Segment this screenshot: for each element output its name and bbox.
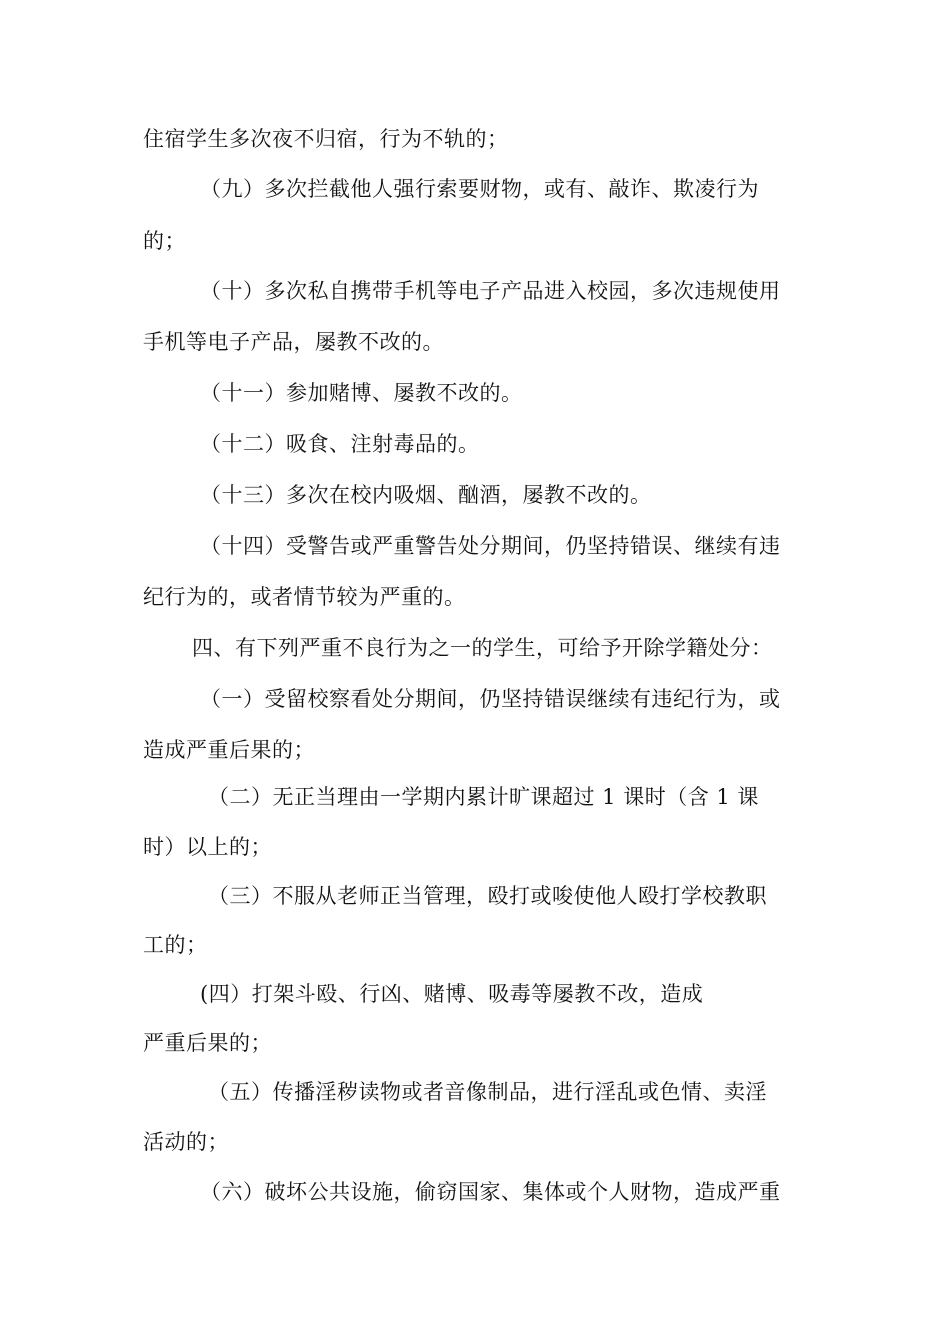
- paragraph-line: （一）受留校察看处分期间，仍坚持错误继续有违纪行为，或: [200, 687, 781, 711]
- paragraph-line: 住宿学生多次夜不归宿，行为不轨的；: [143, 127, 509, 151]
- paragraph-line: （六）破坏公共设施，偷窃国家、集体或个人财物，造成严重: [200, 1180, 781, 1204]
- paragraph-line: （十二）吸食、注射毒品的。: [200, 432, 480, 456]
- paragraph-line: （十）多次私自携带手机等电子产品进入校园，多次违规使用: [200, 279, 781, 303]
- paragraph-line: (四）打架斗殴、行凶、赌博、吸毒等屡教不改，造成: [200, 982, 704, 1006]
- paragraph-line: 手机等电子产品，屡教不改的。: [143, 330, 444, 354]
- paragraph-line: 严重后果的；: [143, 1031, 272, 1055]
- paragraph-line: 工的；: [143, 933, 208, 957]
- paragraph-line: （十三）多次在校内吸烟、酗酒，屡教不改的。: [200, 483, 652, 507]
- paragraph-line: （九）多次拦截他人强行索要财物，或有、敲诈、欺凌行为: [200, 177, 759, 201]
- paragraph-line: （三）不服从老师正当管理，殴打或唆使他人殴打学校教职: [208, 884, 767, 908]
- section-heading: 四、有下列严重不良行为之一的学生，可给予开除学籍处分：: [192, 636, 773, 660]
- paragraph-line: 时）以上的；: [143, 835, 272, 859]
- paragraph-line: （十一）参加赌博、屡教不改的。: [200, 381, 523, 405]
- paragraph-line: （十四）受警告或严重警告处分期间，仍坚持错误、继续有违: [200, 534, 781, 558]
- paragraph-line: 活动的；: [143, 1130, 229, 1154]
- paragraph-line: （二）无正当理由一学期内累计旷课超过 1 课时（含 1 课: [208, 785, 759, 809]
- paragraph-line: 造成严重后果的；: [143, 738, 315, 762]
- paragraph-line: 的；: [143, 229, 186, 253]
- paragraph-line: （五）传播淫秽读物或者音像制品，进行淫乱或色情、卖淫: [208, 1080, 767, 1104]
- paragraph-line: 纪行为的，或者情节较为严重的。: [143, 585, 466, 609]
